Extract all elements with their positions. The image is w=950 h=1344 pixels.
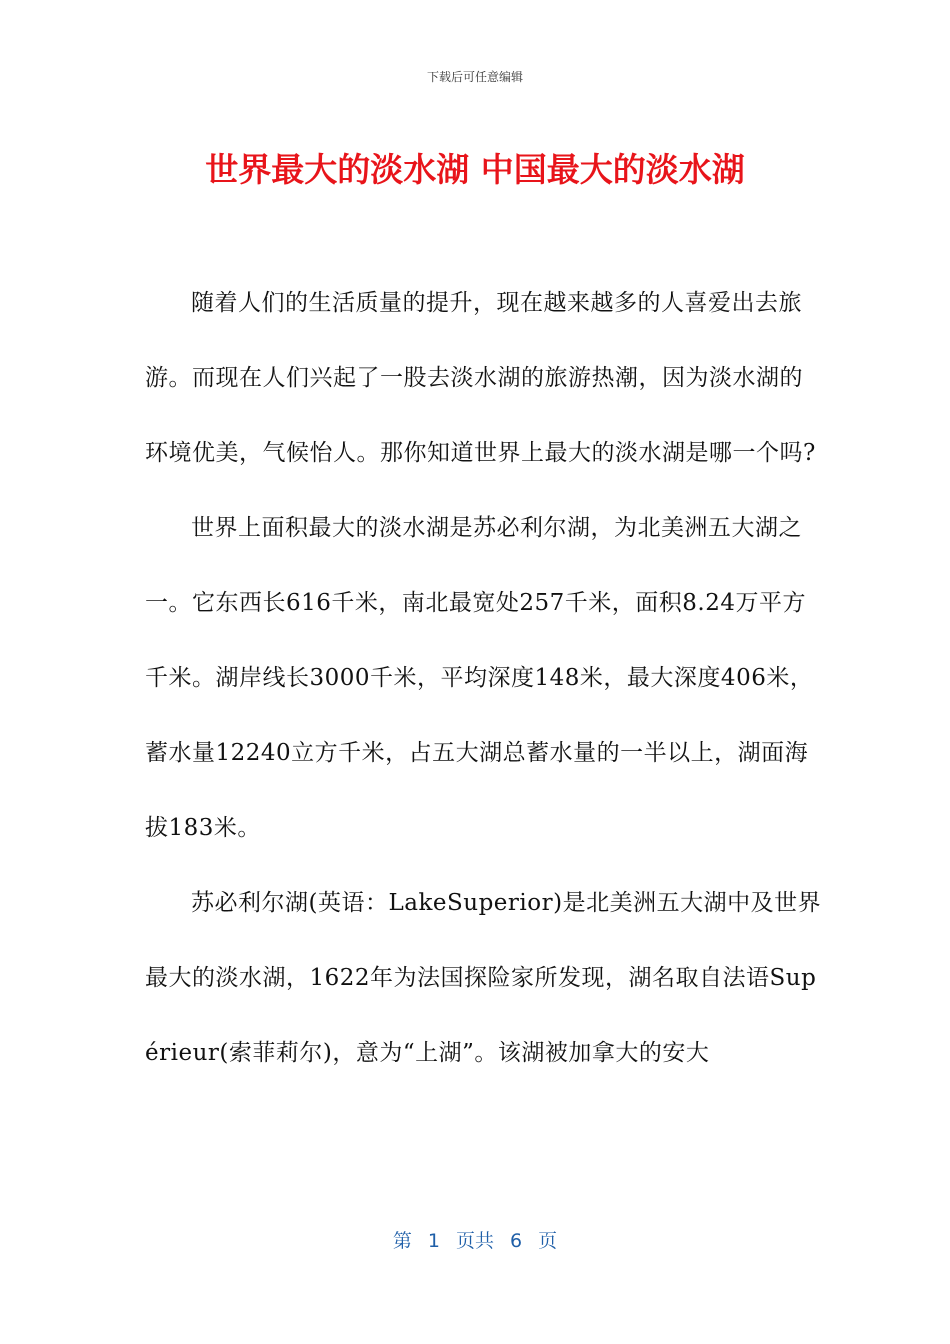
header-note: 下载后可任意编辑 <box>426 70 523 84</box>
page-label-prefix: 第 <box>392 1230 412 1252</box>
paragraph: 苏必利尔湖(英语：LakeSuperior)是北美洲五大湖中及世界最大的淡水湖，1622年为法国探险家所发现，湖名取自法语Supérieur(索菲莉尔)，意为“上湖”。该湖被加拿大的安大 <box>145 890 822 1066</box>
paragraph: 随着人们的生活质量的提升，现在越来越多的人喜爱出去旅游。而现在人们兴起了一股去淡水湖的旅游热潮，因为淡水湖的环境优美，气候怡人。那你知道世界上最大的淡水湖是哪一个吗? <box>145 290 816 466</box>
document-body <box>145 266 825 1091</box>
page-label-mid: 页共 <box>455 1230 494 1252</box>
page-total: 6 <box>510 1230 523 1252</box>
page-label-suffix: 页 <box>538 1230 558 1252</box>
page-current: 1 <box>427 1230 440 1252</box>
paragraph: 世界上面积最大的淡水湖是苏必利尔湖，为北美洲五大湖之一。它东西长616千米，南北最宽处257千米，面积8.24万平方千米。湖岸线长3000千米，平均深度148米，最大深度406米，蓄水量12240立方千米，占五大湖总蓄水量的一半以上，湖面海拔183米。 <box>145 515 814 841</box>
page-footer <box>0 1226 950 1253</box>
document-title: 世界最大的淡水湖 中国最大的淡水湖 <box>205 150 745 189</box>
